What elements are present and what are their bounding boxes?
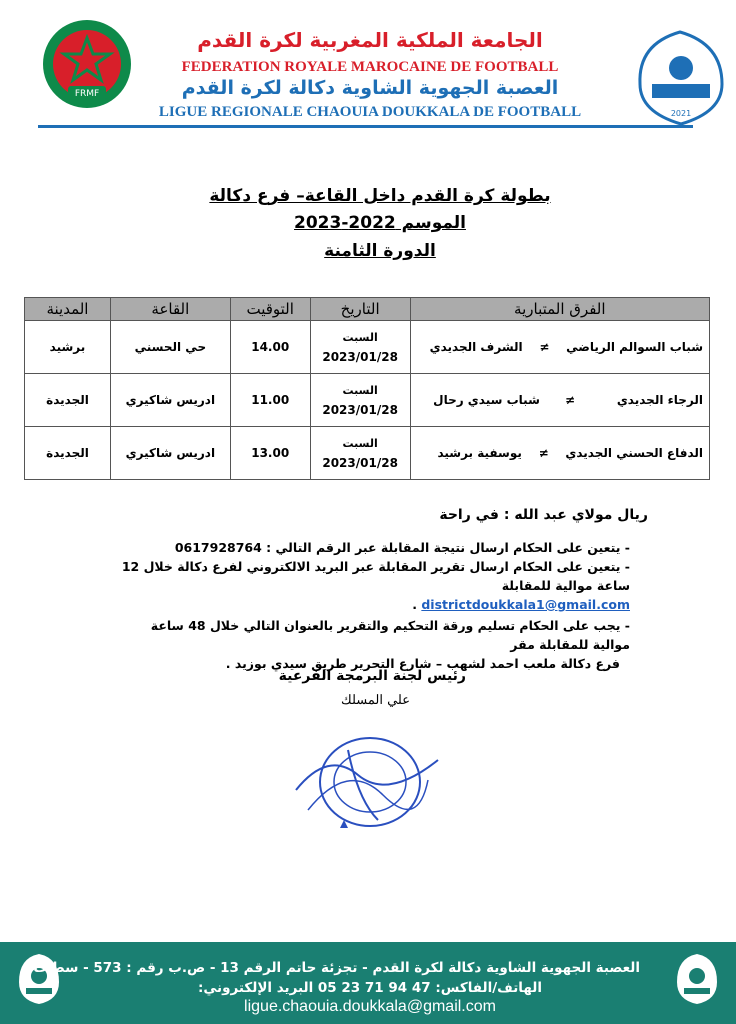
match-time: 11.00 xyxy=(230,374,310,427)
match-teams xyxy=(410,374,709,427)
note-email-line xyxy=(110,595,630,614)
match-day: السبت xyxy=(342,330,378,344)
signature-name: علي المسلك xyxy=(341,693,410,708)
match-date-value: 2023/01/28 xyxy=(322,349,398,364)
home-team: الرجاء الجديدي xyxy=(616,393,703,407)
header-city: المدينة xyxy=(25,298,111,321)
versus-sign: ≠ xyxy=(564,393,576,407)
table-row xyxy=(25,374,710,427)
match-city: الجديدة xyxy=(25,374,111,427)
footer-phone: الهاتف/الفاكس: 47 94 71 23 05 البريد الإلكتروني: xyxy=(198,980,542,996)
match-hall: حي الحسني xyxy=(110,321,230,374)
home-team: الدفاع الحسني الجديدي xyxy=(565,446,703,460)
match-time: 13.00 xyxy=(230,427,310,480)
table-header-row xyxy=(25,298,710,321)
frmf-logo-text: FRMF xyxy=(74,89,100,99)
note-report-email: - يتعين على الحكام ارسال تقرير المقابلة عبر البريد الالكتروني لفرع دكالة خلال 12 ساعة موالية للمقابلة xyxy=(121,559,630,593)
note-result-phone: - يتعين على الحكام ارسال نتيجة المقابلة عبر الرقم التالي : 0617928764 xyxy=(174,540,630,555)
federation-name-fr: FEDERATION ROYALE MAROCAINE DE FOOTBALL xyxy=(181,59,559,75)
federation-name-ar: الجامعة الملكية المغربية لكرة القدم xyxy=(197,28,543,52)
home-team: شباب السوالم الرياضي xyxy=(566,340,703,354)
note-delivery-address-cont: فرع دكالة ملعب احمد لشهب – شارع التحرير طريق سيدي بوزيد . xyxy=(225,656,620,671)
away-team: شباب سيدي رحال xyxy=(433,393,540,407)
away-team: يوسفية برشيد xyxy=(437,446,522,460)
header-divider xyxy=(38,125,693,128)
match-teams xyxy=(410,321,709,374)
match-day: السبت xyxy=(342,436,378,450)
match-date-value: 2023/01/28 xyxy=(322,402,398,417)
match-city: برشيد xyxy=(25,321,111,374)
table-row xyxy=(25,321,710,374)
header-time: التوقيت xyxy=(230,298,310,321)
header-hall: القاعة xyxy=(110,298,230,321)
match-time: 14.00 xyxy=(230,321,310,374)
match-date-value: 2023/01/28 xyxy=(322,455,398,470)
versus-sign: ≠ xyxy=(539,340,550,354)
signature-title: رئيس لجنة البرمجة الفرعية xyxy=(278,668,466,684)
league-name-fr: LIGUE REGIONALE CHAOUIA DOUKKALA DE FOOTBALL xyxy=(158,104,582,120)
footer-logo-right xyxy=(672,950,722,1008)
match-date xyxy=(310,321,410,374)
district-email-link[interactable]: districtdoukkala1@gmail.com xyxy=(421,597,630,612)
match-hall: ادريس شاكيري xyxy=(110,374,230,427)
footer-email[interactable]: ligue.chaouia.doukkala@gmail.com xyxy=(244,998,496,1015)
match-day: السبت xyxy=(342,383,378,397)
league-name-ar: العصبة الجهوية الشاوية دكالة لكرة القدم xyxy=(181,77,559,99)
referee-notes xyxy=(110,538,630,673)
header-date: التاريخ xyxy=(310,298,410,321)
league-logo-year: 2021 xyxy=(670,109,692,118)
versus-sign: ≠ xyxy=(538,446,549,460)
fixtures-table xyxy=(24,297,710,480)
header-teams: الفرق المتبارية xyxy=(410,298,709,321)
away-team: الشرف الجديدي xyxy=(429,340,523,354)
round-title: الدورة الثامنة xyxy=(324,241,436,261)
footer-address: العصبة الجهوية الشاوية دكالة لكرة القدم - تجزئة حاتم الرقم 13 - ص.ب رقم : 573 - سطات xyxy=(33,960,640,976)
match-date xyxy=(310,374,410,427)
season-title: الموسم 2022-2023 xyxy=(294,213,466,233)
competition-title: بطولة كرة القدم داخل القاعة– فرع دكالة xyxy=(209,186,551,206)
frmf-logo xyxy=(40,16,135,116)
match-teams xyxy=(410,427,709,480)
note-delivery-address: - يجب على الحكام تسليم ورقة التحكيم والتقرير بالعنوان التالي خلال 48 ساعة موالية للمقابلة مقر xyxy=(150,618,630,652)
match-date xyxy=(310,427,410,480)
official-stamp xyxy=(288,720,448,840)
league-logo xyxy=(630,24,732,132)
table-row xyxy=(25,427,710,480)
match-hall: ادريس شاكيري xyxy=(110,427,230,480)
footer-logo-left xyxy=(14,950,64,1008)
match-city: الجديدة xyxy=(25,427,111,480)
rest-team-note: ريال مولاي عبد الله : في راحة xyxy=(439,507,648,523)
email-suffix: . xyxy=(412,597,417,612)
